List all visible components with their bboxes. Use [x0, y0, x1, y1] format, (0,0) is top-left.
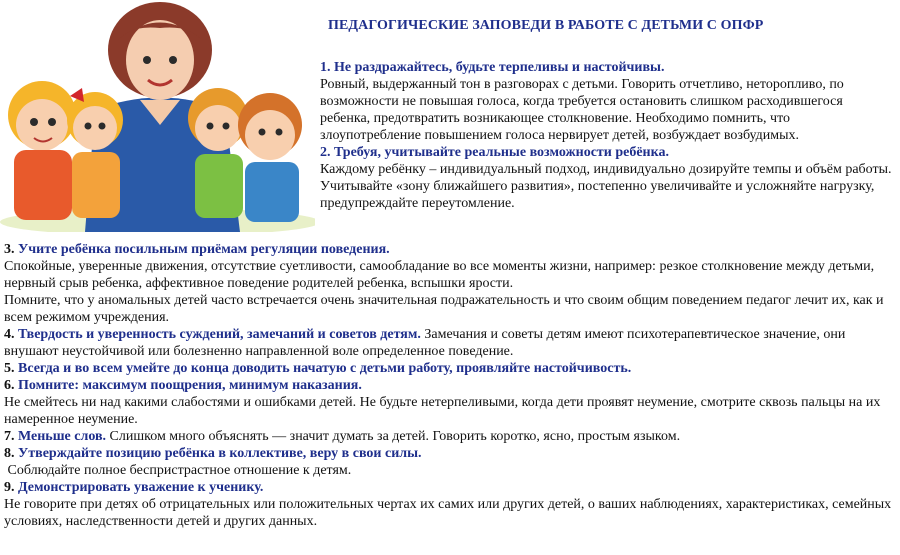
item-number: 1. [320, 60, 331, 75]
item-heading: Демонстрировать уважение к ученику. [18, 480, 264, 495]
item-heading: Всегда и во всем умейте до конца доводить начатую с детьми работу, проявляйте настойчивость. [18, 361, 632, 376]
item-number: 5. [4, 361, 15, 376]
item-body: Спокойные, уверенные движения, отсутствие суетливости, самообладание во все моменты жизни, например: резкое столкновение между детьми, нервный срыв ребенка, аффективное поведение родителей ребенка, вспышки ярости. [4, 259, 875, 291]
item-body: Соблюдайте полное беспристрастное отношение к детям. [4, 463, 352, 478]
list-item [4, 445, 894, 462]
item-number: 6. [4, 378, 15, 393]
teacher-children-illustration [0, 0, 315, 232]
item-heading: Не раздражайтесь, будьте терпеливы и настойчивы. [334, 60, 665, 75]
item-heading: Твердость и уверенность суждений, замечаний и советов детям. [18, 327, 421, 342]
item-body-extra: Помните, что у аномальных детей часто встречается очень значительная подражательность и что своим общим поведением педагог лечит их, как и всем режимом учреждения. [4, 293, 884, 325]
commandments-top [320, 59, 892, 212]
list-item [4, 428, 894, 445]
item-number: 4. [4, 327, 15, 342]
item-body: Не смейтесь ни над какими слабостями и ошибками детей. Не будьте нетерпеливыми, когда дети проявят неумение, смотрите сквозь пальцы на их намеренное неумение. [4, 395, 881, 427]
item-heading: Помните: максимум поощрения, минимум наказания. [18, 378, 362, 393]
list-item [4, 377, 894, 394]
item-inline-text: Слишком много объяснять — значит думать за детей. Говорить коротко, ясно, простым языком. [106, 429, 681, 444]
page-title: ПЕДАГОГИЧЕСКИЕ ЗАПОВЕДИ В РАБОТЕ С ДЕТЬМИ С ОПФР [328, 18, 764, 33]
item-number: 7. [4, 429, 15, 444]
list-item [4, 326, 894, 360]
item-number: 9. [4, 480, 15, 495]
item-inline-text: Замечания и советы детям имеют психотерапевтическое значение, они внушают неустойчивой или болезненно направленной воле определенное поведение. [4, 327, 846, 359]
commandments-bottom [4, 241, 894, 530]
item-heading: Меньше слов. [18, 429, 107, 444]
item-number: 3. [4, 242, 15, 257]
item-body: Не говорите при детях об отрицательных или положительных чертах их самих или других детей, о ваших наблюдениях, характеристиках, семейных условиях, наследственности детей и других данных. [4, 497, 892, 529]
list-item [4, 479, 894, 496]
item-number: 2. [320, 145, 331, 160]
list-item [320, 144, 892, 161]
list-item [320, 59, 892, 76]
item-heading: Учите ребёнка посильным приёмам регуляции поведения. [18, 242, 390, 257]
list-item [4, 241, 894, 258]
item-number: 8. [4, 446, 15, 461]
item-heading: Требуя, учитывайте реальные возможности ребёнка. [334, 145, 669, 160]
list-item [4, 360, 894, 377]
item-body: Каждому ребёнку – индивидуальный подход, индивидуально дозируйте темпы и объём работы. Учитывайте «зону ближайшего развития», постепенно увеличивайте и усложняйте нагрузку, предупреждайте переутомление. [320, 162, 892, 211]
item-body: Ровный, выдержанный тон в разговорах с детьми. Говорить отчетливо, неторопливо, по возможности не повышая голоса, когда требуется остановить слишком расходившегося ребенка, предотвратить возникающее столкновение. Необходимо помнить, что злоупотребление повышением голоса нервирует детей, возбуждает возбудимых. [320, 77, 844, 143]
item-heading: Утверждайте позицию ребёнка в коллективе, веру в свои силы. [18, 446, 422, 461]
